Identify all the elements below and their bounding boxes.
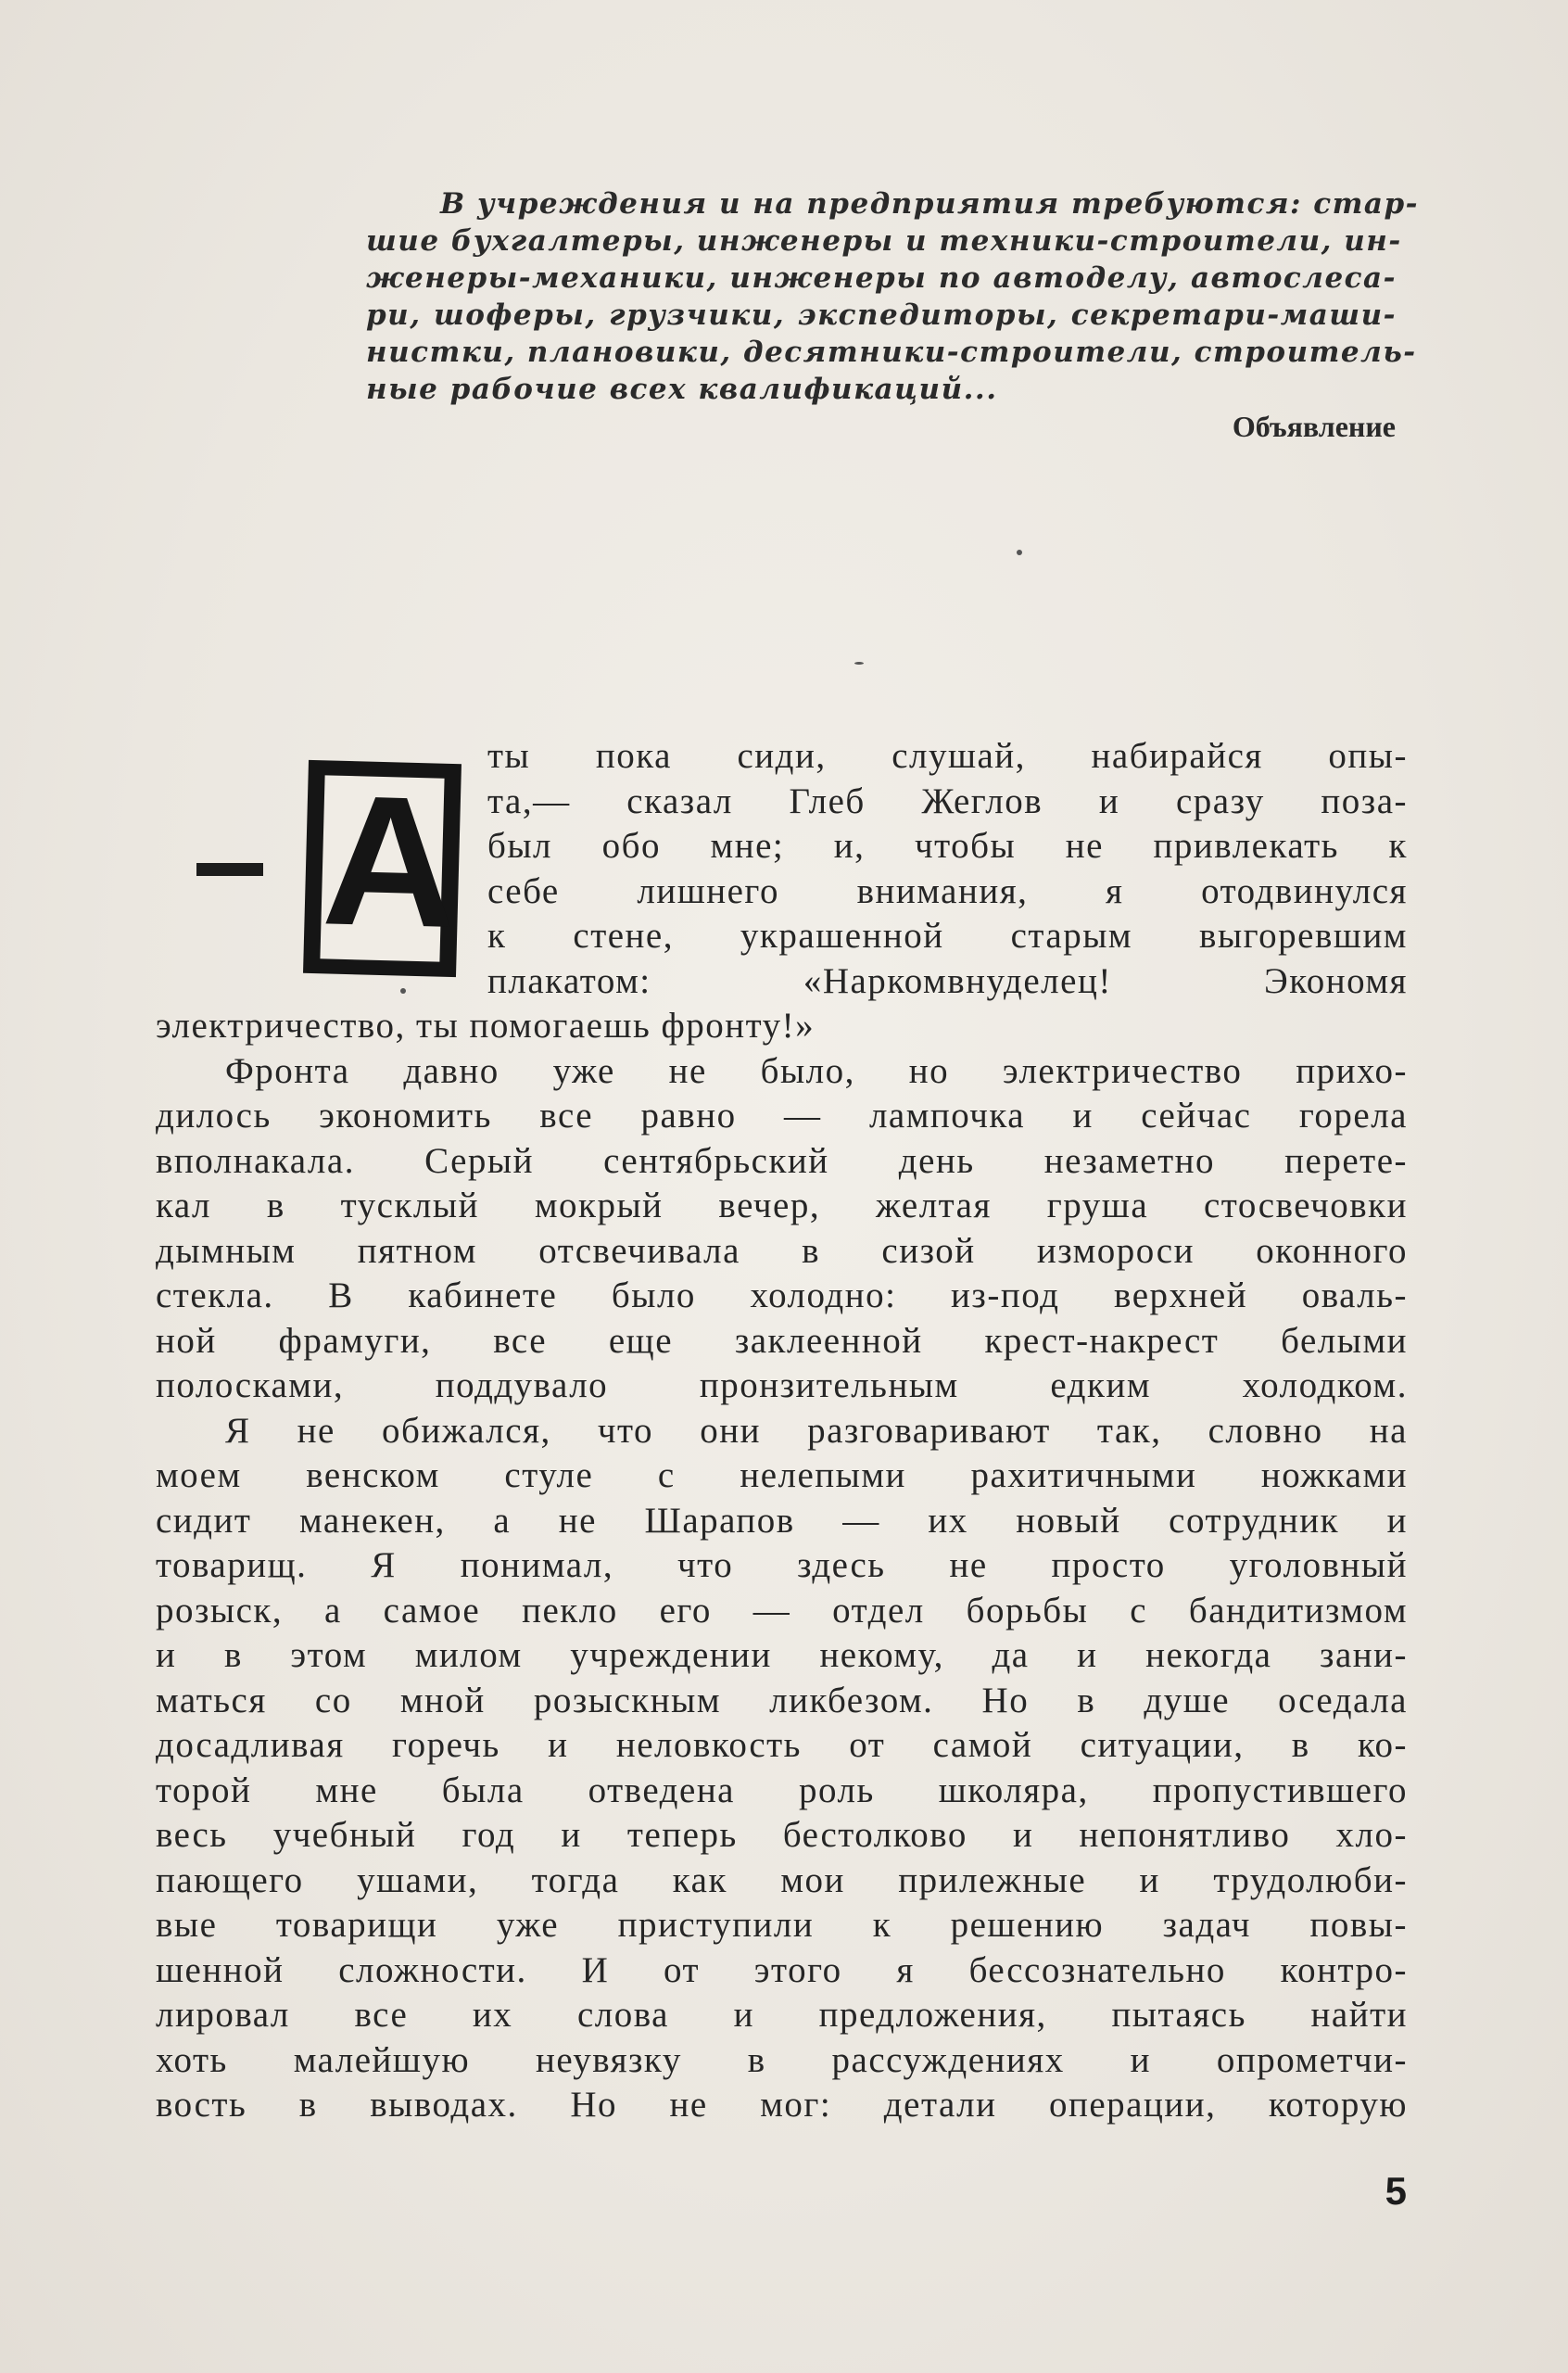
epigraph-line: женеры-механики, инженеры по автоделу, автослеса- bbox=[366, 261, 1397, 295]
text-line: досадливая горечь и неловкость от самой ситуации, в ко- bbox=[156, 1725, 1408, 1765]
text-line: и в этом милом учреждении некому, да и некогда зани- bbox=[156, 1635, 1408, 1675]
text-line: вполнакала. Серый сентябрьский день незаметно перете- bbox=[156, 1140, 1408, 1181]
text-line: себе лишнего внимания, я отодвинулся bbox=[487, 870, 1408, 911]
text-line: электричество, ты помогаешь фронту!» bbox=[156, 1006, 816, 1046]
text-line: лировал все их слова и предложения, пытаясь найти bbox=[156, 1995, 1408, 2035]
text-line: хоть малейшую неувязку в рассуждениях и опрометчи- bbox=[156, 2039, 1408, 2080]
epigraph-line: нистки, плановики, десятники-строители, строитель- bbox=[366, 336, 1417, 369]
text-line: плакатом: «Наркомвнуделец! Экономя bbox=[487, 960, 1408, 1001]
print-speck bbox=[854, 662, 864, 665]
text-line: маться со мной розыскным ликбезом. Но в душе оседала bbox=[156, 1680, 1408, 1720]
text-line: пающего ушами, тогда как мои прилежные и трудолюби- bbox=[156, 1859, 1408, 1900]
epigraph-source: Объявление bbox=[1232, 410, 1396, 443]
text-line: дымным пятном отсвечивала в сизой измороси оконного bbox=[156, 1230, 1408, 1271]
epigraph-line: ные рабочие всех квалификаций... bbox=[366, 373, 998, 406]
text-line: ной фрамуги, все еще заклеенной крест-накрест белыми bbox=[156, 1320, 1408, 1361]
text-line: вые товарищи уже приступили к решению задач повы- bbox=[156, 1905, 1408, 1945]
text-line: Я не обижался, что они разговаривают так, словно на bbox=[225, 1410, 1408, 1451]
page-number: 5 bbox=[1385, 2169, 1407, 2213]
text-line: ты пока сиди, слушай, набирайся опы- bbox=[487, 736, 1408, 776]
text-line: к стене, украшенной старым выгоревшим bbox=[487, 916, 1408, 956]
text-line: сидит манекен, а не Шарапов — их новый сотрудник и bbox=[156, 1500, 1408, 1541]
text-line: кал в тусклый мокрый вечер, желтая груша стосвечовки bbox=[156, 1186, 1408, 1225]
text-line: был обо мне; и, чтобы не привлекать к bbox=[487, 826, 1408, 866]
text-line: розыск, а самое пекло его — отдел борьбы с бандитизмом bbox=[156, 1590, 1408, 1631]
text-line: Фронта давно уже не было, но электричество прихо- bbox=[225, 1050, 1408, 1091]
text-line: стекла. В кабинете было холодно: из-под верхней оваль- bbox=[156, 1275, 1408, 1315]
text-line: весь учебный год и теперь бестолково и непонятливо хло- bbox=[156, 1815, 1408, 1855]
text-line: шенной сложности. И от этого я бессознательно контро- bbox=[156, 1949, 1408, 1990]
text-line: торой мне была отведена роль школяра, пропустившего bbox=[156, 1770, 1408, 1810]
text-line: дилось экономить все равно — лампочка и сейчас горела bbox=[156, 1096, 1408, 1136]
epigraph bbox=[366, 185, 1420, 408]
text-line: моем венском стуле с нелепыми рахитичными ножками bbox=[156, 1455, 1408, 1495]
epigraph-line: шие бухгалтеры, инженеры и техники-строители, ин- bbox=[366, 224, 1402, 258]
epigraph-line: В учреждения и на предприятия требуются: стар- bbox=[440, 187, 1420, 221]
text-line: та,— сказал Глеб Жеглов и сразу поза- bbox=[487, 780, 1408, 821]
text-line: вость в выводах. Но не мог: детали операции, которую bbox=[156, 2085, 1408, 2125]
print-speck bbox=[1017, 550, 1022, 555]
epigraph-line: ри, шоферы, грузчики, экспедиторы, секретари-маши- bbox=[366, 298, 1397, 332]
drop-cap-letter: А bbox=[320, 756, 460, 968]
body-text bbox=[156, 734, 1408, 2128]
text-line: полосками, поддувало пронзительным едким холодком. bbox=[156, 1365, 1408, 1405]
text-line: товарищ. Я понимал, что здесь не просто уголовный bbox=[156, 1545, 1408, 1585]
